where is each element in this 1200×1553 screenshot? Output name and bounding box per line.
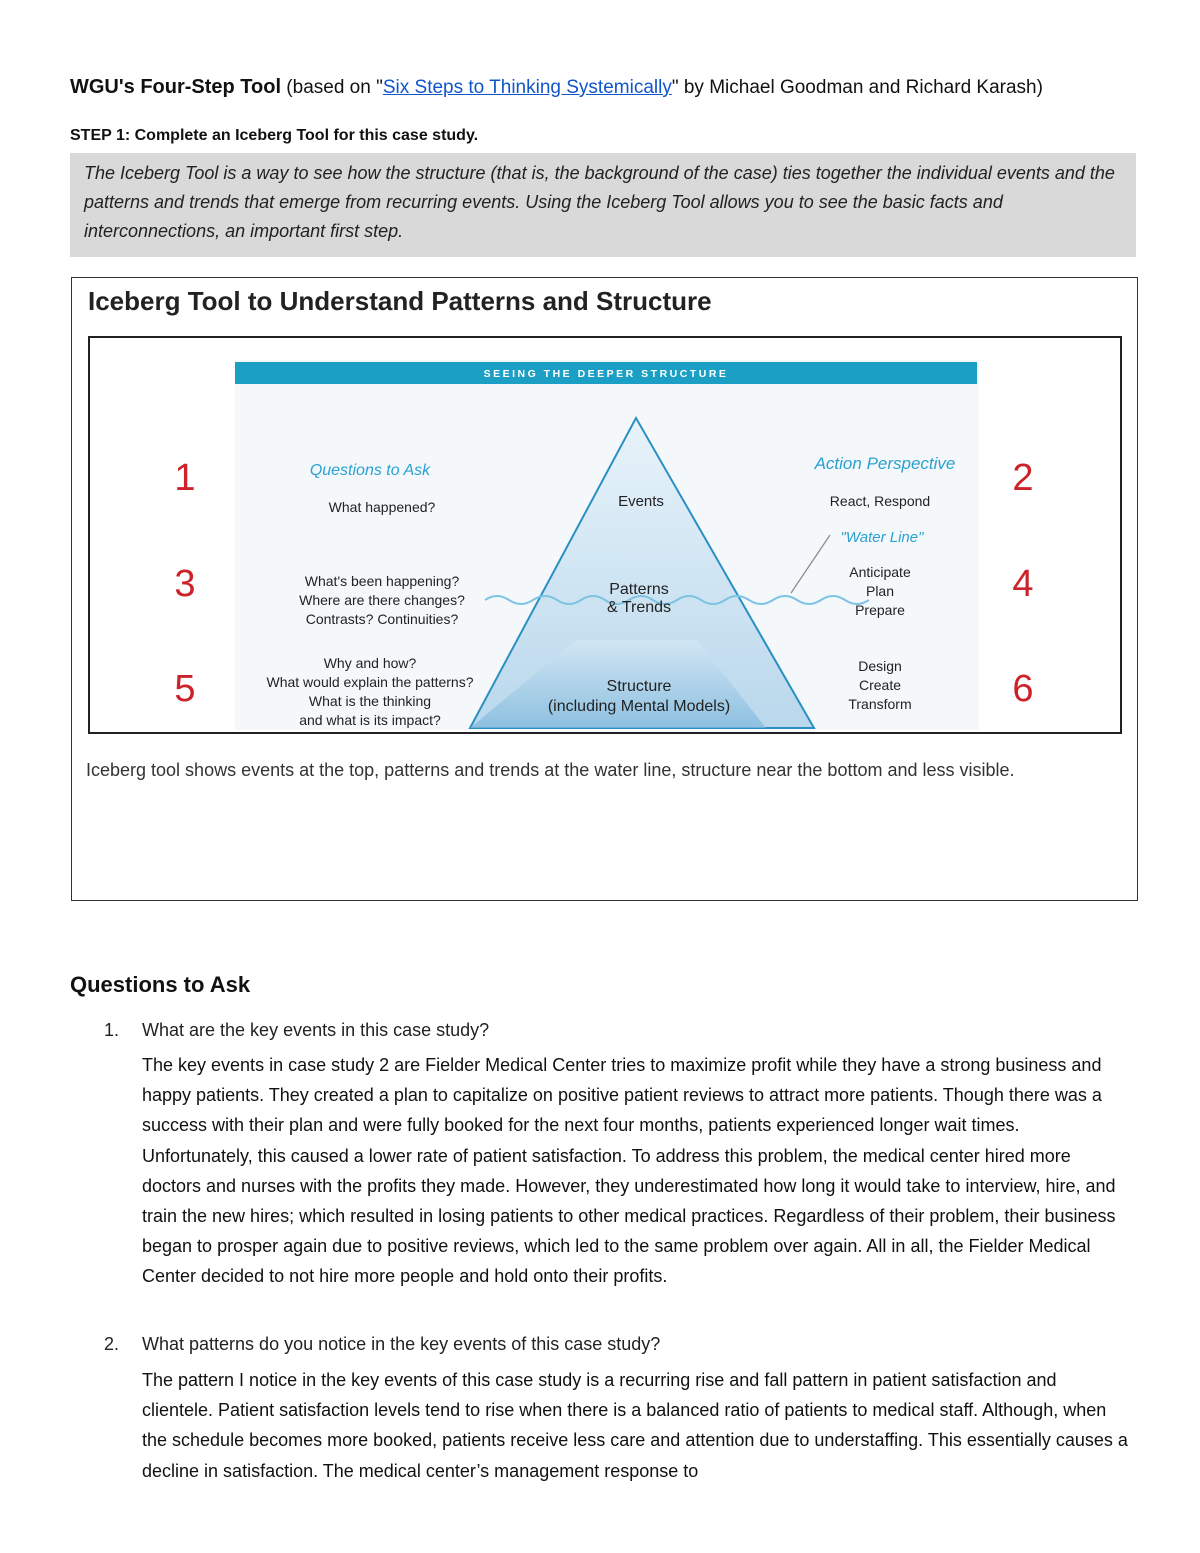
step1-intro: The Iceberg Tool is a way to see how the structure (that is, the background of the case) ties together the individual events and the patterns and trends that emerge from recurring events. Using the Iceberg Tool allows you to see the basic facts and interconnections, an important first step. [70, 153, 1136, 257]
title-prefix: (based on " [281, 77, 383, 98]
action-design: Design [858, 658, 902, 674]
iceberg-caption: Iceberg tool shows events at the top, patterns and trends at the water line, structure near the bottom and less visible. [86, 760, 1015, 780]
question-what-happened: What happened? [328, 499, 436, 515]
marker-2: 2 [1012, 457, 1034, 499]
source-link[interactable]: Six Steps to Thinking Systemically [382, 77, 672, 98]
step1-heading: STEP 1: Complete an Iceberg Tool for this case study. [70, 127, 479, 144]
question-2-text: What patterns do you notice in the key events of this case study? [142, 1334, 661, 1354]
question-2 [104, 1334, 660, 1355]
action-react: React, Respond [829, 493, 931, 509]
question-explain-patterns: What would explain the patterns? [266, 674, 474, 690]
action-prepare: Prepare [855, 602, 905, 618]
question-1-number: 1. [104, 1020, 120, 1040]
questions-heading: Questions to Ask [309, 462, 431, 479]
action-plan: Plan [865, 583, 895, 599]
title-main: WGU's Four-Step Tool [70, 76, 282, 98]
document-title [70, 76, 1043, 99]
question-contrasts: Contrasts? Continuities? [305, 611, 459, 627]
iceberg-diagram [90, 338, 1120, 732]
marker-4: 4 [1012, 563, 1034, 605]
question-impact: and what is its impact? [299, 712, 441, 728]
marker-3: 3 [174, 563, 196, 605]
question-happening: What's been happening? [304, 573, 460, 589]
water-line-label: "Water Line" [840, 529, 924, 546]
action-transform: Transform [848, 696, 912, 712]
marker-1: 1 [174, 457, 196, 499]
question-2-number: 2. [104, 1334, 120, 1354]
banner-text: SEEING THE DEEPER STRUCTURE [483, 368, 729, 380]
iceberg-panel-title: Iceberg Tool to Understand Patterns and Structure [88, 286, 712, 316]
action-anticipate: Anticipate [849, 564, 911, 580]
questions-section-heading: Questions to Ask [70, 972, 251, 997]
question-thinking: What is the thinking [308, 693, 432, 709]
marker-5: 5 [174, 668, 196, 710]
answer-1: The key events in case study 2 are Fielder Medical Center tries to maximize profit while they have a strong business and happy patients. They created a plan to capitalize on positive patient reviews to attract more patients. Though there was a success with their plan and were fully booked for the next four months, patients experienced longer wait times. Unfortunately, this caused a lower rate of patient satisfaction. To address this problem, the medical center hired more doctors and nurses with the profits they made. However, they underestimated how long it would take to interview, hire, and train the new hires; which resulted in losing patients to other medical practices. Regardless of their problem, their business began to prosper again due to positive reviews, which led to the same problem over again. All in all, the Fielder Medical Center decided to not hire more people and hold onto their profits. [142, 1055, 1116, 1287]
level-structure: Structure [606, 678, 672, 695]
question-changes: Where are there changes? [299, 592, 465, 608]
question-why-how: Why and how? [323, 655, 417, 671]
level-mental-models: (including Mental Models) [547, 698, 731, 715]
level-patterns: Patterns [609, 581, 669, 598]
answer-2: The pattern I notice in the key events of this case study is a recurring rise and fall pattern in patient satisfaction and clientele. Patient satisfaction levels tend to rise when there is a balanced ratio of patients to medical staff. Although, when the schedule becomes more booked, patients receive less care and attention due to understaffing. This essentially causes a decline in satisfaction. The medical center’s management response to [142, 1370, 1128, 1481]
action-heading: Action Perspective [814, 454, 956, 473]
iceberg-figure [88, 336, 1122, 734]
title-suffix: " by Michael Goodman and Richard Karash) [671, 77, 1043, 98]
question-1 [104, 1020, 489, 1041]
level-trends: & Trends [606, 599, 672, 616]
marker-6: 6 [1012, 668, 1034, 710]
action-create: Create [858, 677, 902, 693]
level-events: Events [618, 493, 664, 510]
iceberg-panel [71, 277, 1138, 901]
question-1-text: What are the key events in this case study? [142, 1020, 490, 1040]
